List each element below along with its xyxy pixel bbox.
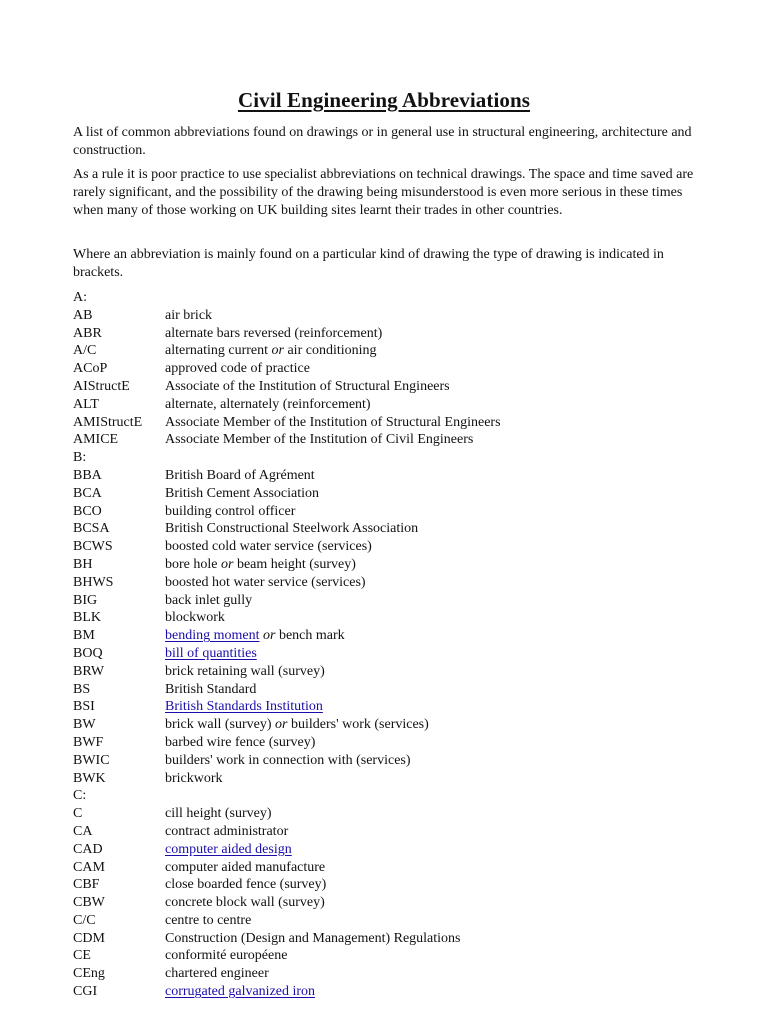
abbreviation-definition [165, 841, 292, 859]
definition-link[interactable]: bending moment [165, 628, 260, 644]
abbreviation-row [73, 396, 713, 414]
abbreviation-term: BCO [73, 503, 102, 519]
definition-link[interactable]: British Standards Institution [165, 699, 323, 715]
abbreviation-row [73, 342, 713, 360]
abbreviation-term: BCA [73, 485, 102, 501]
abbreviation-definition [165, 681, 256, 699]
definition-text: close boarded fence (survey) [165, 877, 327, 893]
abbreviation-term: BIG [73, 592, 98, 608]
abbreviation-term: CA [73, 823, 93, 839]
abbreviation-definition [165, 752, 411, 770]
abbreviation-definition [165, 734, 315, 752]
abbreviation-term: A/C [73, 343, 97, 359]
section-letter: A: [73, 290, 87, 305]
definition-text: British Standard [165, 681, 257, 697]
definition-text: Associate Member of the Institution of Structural Engineers [165, 414, 501, 430]
definition-text: conformité européene [165, 948, 288, 964]
definition-text: British Cement Association [165, 485, 319, 501]
abbreviation-row [73, 307, 713, 325]
abbreviation-row [73, 663, 713, 681]
abbreviation-definition [165, 859, 325, 877]
abbreviation-definition [165, 556, 356, 574]
abbreviation-row [73, 965, 713, 983]
abbreviation-term: ABR [73, 325, 102, 341]
abbreviation-row [73, 947, 713, 965]
definition-or-text: or [263, 628, 276, 644]
definition-text: brick retaining wall (survey) [165, 663, 325, 679]
definition-link[interactable]: corrugated galvanized iron [165, 984, 316, 1000]
abbreviation-term: CAM [73, 859, 105, 875]
definition-text: British Board of Agrément [165, 467, 315, 483]
definition-text: concrete block wall (survey) [165, 895, 325, 911]
abbreviation-definition [165, 947, 287, 965]
abbreviation-definition [165, 645, 257, 663]
intro-paragraph: A list of common abbreviations found on drawings or in general use in structural engineering, architecture and construction. [73, 125, 692, 158]
definition-text: air conditioning [283, 343, 377, 359]
abbreviation-definition [165, 609, 225, 627]
definition-text: contract administrator [165, 823, 289, 839]
abbreviation-definition [165, 520, 418, 538]
section-letter-heading [73, 289, 713, 307]
abbreviation-term: CAD [73, 841, 103, 857]
definition-text: back inlet gully [165, 592, 253, 608]
abbreviation-term: BW [73, 717, 96, 733]
abbreviation-row [73, 752, 713, 770]
definition-text: building control officer [165, 503, 296, 519]
definition-text: brickwork [165, 770, 223, 786]
abbreviation-row [73, 983, 713, 1001]
definition-text: cill height (survey) [165, 806, 272, 822]
abbreviation-row [73, 627, 713, 645]
abbreviation-definition [165, 503, 295, 521]
definition-text: builders' work (services) [287, 717, 429, 733]
abbreviation-definition [165, 378, 450, 396]
definition-text: Construction (Design and Management) Regulations [165, 930, 461, 946]
abbreviation-row [73, 609, 713, 627]
abbreviation-term: C/C [73, 912, 96, 928]
abbreviation-definition [165, 983, 315, 1001]
definition-text: bore hole [165, 556, 221, 572]
definition-text: Associate Member of the Institution of Civil Engineers [165, 432, 474, 448]
abbreviation-definition [165, 965, 269, 983]
abbreviation-row [73, 360, 713, 378]
intro-paragraph: Where an abbreviation is mainly found on a particular kind of drawing the type of drawing is indicated in brackets. [73, 247, 664, 280]
abbreviation-definition [165, 342, 377, 360]
abbreviation-term: BH [73, 556, 93, 572]
definition-text: British Constructional Steelwork Association [165, 521, 419, 537]
abbreviation-term: BCSA [73, 521, 110, 537]
abbreviation-row [73, 645, 713, 663]
abbreviation-term: BWK [73, 770, 106, 786]
abbreviation-term: BOQ [73, 645, 103, 661]
abbreviation-definition [165, 307, 212, 325]
definition-text: alternate, alternately (reinforcement) [165, 396, 371, 412]
abbreviation-row [73, 681, 713, 699]
abbreviation-row [73, 431, 713, 449]
abbreviation-definition [165, 876, 326, 894]
definition-text: boosted cold water service (services) [165, 539, 372, 555]
abbreviation-definition [165, 414, 501, 432]
abbreviation-term: CBF [73, 877, 100, 893]
definition-text: alternate bars reversed (reinforcement) [165, 325, 383, 341]
abbreviation-row [73, 698, 713, 716]
abbreviation-definition [165, 930, 461, 948]
definition-text: chartered engineer [165, 966, 269, 982]
section-letter-heading [73, 449, 713, 467]
abbreviation-row [73, 716, 713, 734]
abbreviation-term: CEng [73, 966, 105, 982]
abbreviation-definition [165, 627, 345, 645]
abbreviation-row [73, 556, 713, 574]
abbreviation-definition [165, 396, 371, 414]
definition-text: air brick [165, 307, 213, 323]
abbreviation-term: BLK [73, 610, 101, 626]
abbreviation-row [73, 538, 713, 556]
abbreviation-definition [165, 663, 325, 681]
abbreviation-row [73, 520, 713, 538]
abbreviation-definition [165, 574, 366, 592]
definition-text: approved code of practice [165, 361, 310, 377]
section-letter: B: [73, 450, 87, 466]
abbreviation-definition [165, 805, 272, 823]
abbreviation-row [73, 770, 713, 788]
abbreviation-term: AMIStructE [73, 414, 143, 430]
definition-text: centre to centre [165, 912, 252, 928]
definition-text: boosted hot water service (services) [165, 574, 366, 590]
abbreviation-term: CGI [73, 984, 98, 1000]
section-letter: C: [73, 788, 87, 804]
abbreviation-term: BSI [73, 699, 95, 715]
abbreviation-row [73, 805, 713, 823]
definition-or-text: or [275, 717, 288, 733]
abbreviation-row [73, 485, 713, 503]
abbreviation-row [73, 325, 713, 343]
abbreviation-term: CE [73, 948, 91, 964]
abbreviation-term: BM [73, 628, 95, 644]
definition-or-text: or [220, 556, 234, 572]
abbreviation-term: BRW [73, 663, 105, 679]
abbreviation-row [73, 734, 713, 752]
abbreviation-term: BWF [73, 734, 104, 750]
abbreviation-definition [165, 467, 315, 485]
abbreviation-definition [165, 716, 429, 734]
abbreviation-definition [165, 912, 251, 930]
definition-text: bench mark [275, 628, 345, 644]
definition-link[interactable]: bill of quantities [165, 645, 257, 661]
abbreviation-term: ALT [73, 396, 99, 412]
abbreviation-term: BCWS [73, 539, 113, 555]
abbreviation-term: BBA [73, 467, 102, 483]
abbreviation-term: C [73, 806, 83, 822]
abbreviation-term: ACoP [73, 361, 108, 377]
definition-text: Associate of the Institution of Structural Engineers [165, 378, 450, 394]
definition-text: beam height (survey) [233, 556, 356, 572]
abbreviation-definition [165, 698, 323, 716]
abbreviation-definition [165, 770, 223, 788]
definition-text: computer aided manufacture [165, 859, 326, 875]
abbreviation-definition [165, 360, 310, 378]
abbreviation-row [73, 876, 713, 894]
abbreviation-term: BS [73, 681, 91, 697]
abbreviation-term: BWIC [73, 752, 110, 768]
abbreviation-term: CBW [73, 895, 105, 911]
abbreviation-term: AB [73, 307, 93, 323]
abbreviation-term: AMICE [73, 432, 119, 448]
abbreviation-definition [165, 538, 372, 556]
abbreviation-definition [165, 431, 473, 449]
abbreviation-term: BHWS [73, 574, 114, 590]
definition-text: alternating current [165, 343, 272, 359]
abbreviation-definition [165, 592, 252, 610]
intro-paragraph: As a rule it is poor practice to use specialist abbreviations on technical drawings. The space and time saved are rarely significant, and the possibility of the drawing being misunderstood is even more serious in these times when many of those working on UK building sites learnt their trades in other countries. [73, 167, 694, 218]
abbreviation-row [73, 912, 713, 930]
abbreviation-term: CDM [73, 930, 105, 946]
definition-text: brick wall (survey) [165, 717, 276, 733]
definition-or-text: or [271, 343, 284, 359]
page-title: Civil Engineering Abbreviations [237, 88, 531, 112]
abbreviation-row [73, 414, 713, 432]
abbreviation-definition [165, 325, 382, 343]
definition-link[interactable]: computer aided design [165, 841, 292, 857]
abbreviation-definition [165, 485, 319, 503]
abbreviation-row [73, 574, 713, 592]
abbreviation-row [73, 467, 713, 485]
abbreviation-term: AIStructE [73, 378, 130, 394]
abbreviation-row [73, 930, 713, 948]
abbreviation-row [73, 841, 713, 859]
abbreviation-definition [165, 823, 288, 841]
abbreviation-row [73, 823, 713, 841]
abbreviation-row [73, 859, 713, 877]
definition-text: builders' work in connection with (services) [165, 752, 411, 768]
abbreviation-definition [165, 894, 325, 912]
abbreviation-row [73, 378, 713, 396]
abbreviation-row [73, 503, 713, 521]
section-letter-heading [73, 787, 713, 805]
abbreviation-row [73, 894, 713, 912]
definition-text: barbed wire fence (survey) [165, 734, 316, 750]
abbreviation-row [73, 592, 713, 610]
definition-text: blockwork [165, 610, 225, 626]
abbreviation-list [73, 289, 713, 1001]
